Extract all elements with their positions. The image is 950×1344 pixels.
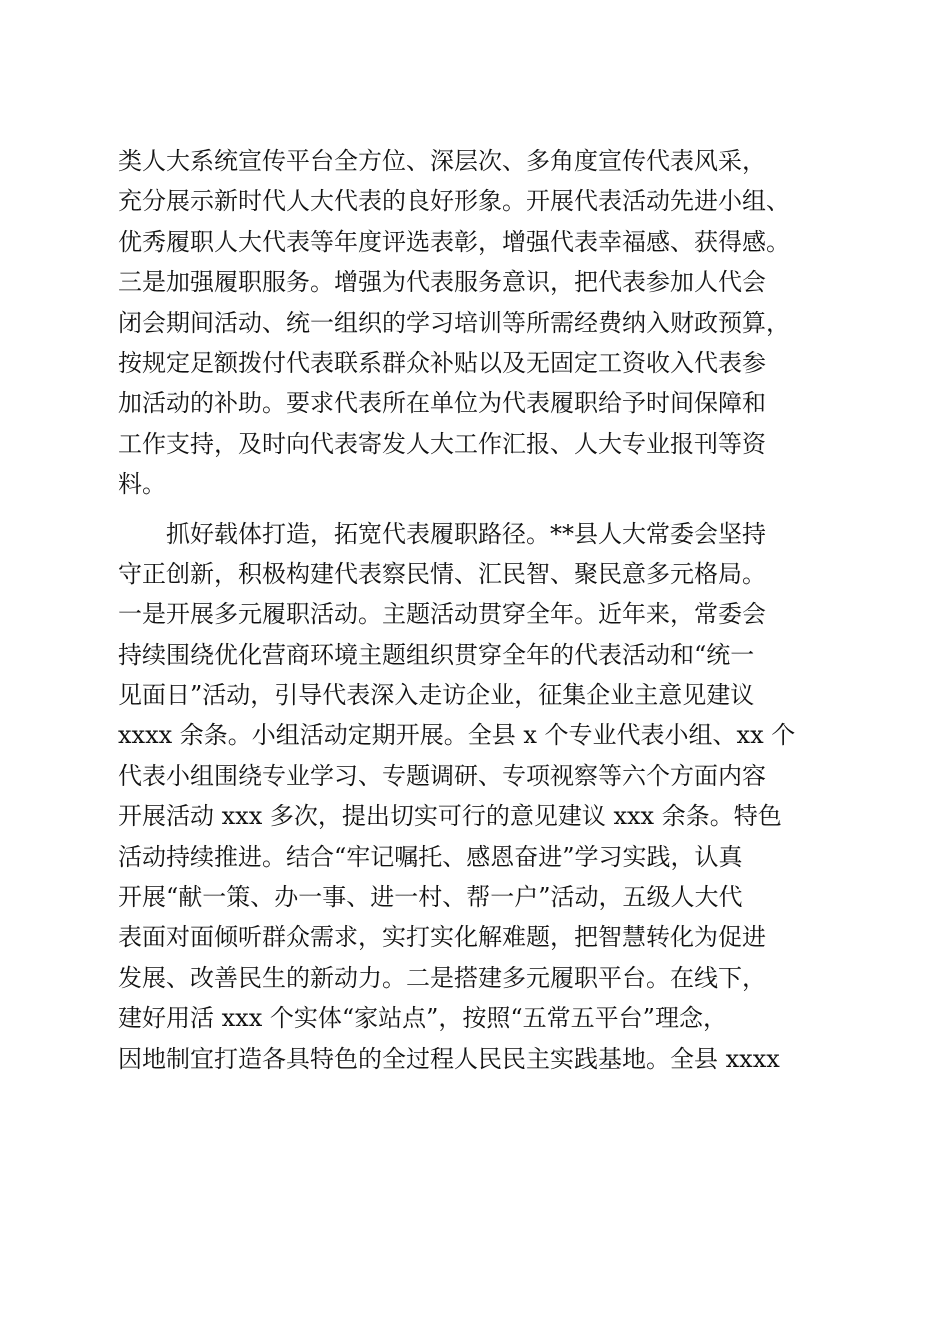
text-line: 优秀履职人大代表等年度评选表彰，增强代表幸福感、获得感。 bbox=[118, 227, 790, 256]
text-line: 活动持续推进。结合“牢记嘱托、感恩奋进”学习实践，认真 bbox=[118, 842, 743, 871]
text-line: 一是开展多元履职活动。主题活动贯穿全年。近年来，常委会 bbox=[118, 600, 766, 629]
text-line: 开展活动 xxx 多次，提出切实可行的意见建议 xxx 余条。特色 bbox=[118, 802, 782, 831]
text-line: 料。 bbox=[118, 470, 166, 499]
text-line: 开展“献一策、办一事、进一村、帮一户”活动，五级人大代 bbox=[118, 883, 743, 912]
text-line: 加活动的补助。要求代表所在单位为代表履职给予时间保障和 bbox=[118, 389, 766, 418]
text-line: xxxx 余条。小组活动定期开展。全县 x 个专业代表小组、xx 个 bbox=[118, 721, 796, 750]
text-line: 守正创新，积极构建代表察民情、汇民智、聚民意多元格局。 bbox=[118, 559, 766, 588]
text-line: 抓好载体打造，拓宽代表履职路径。**县人大常委会坚持 bbox=[166, 519, 766, 548]
text-line: 发展、改善民生的新动力。二是搭建多元履职平台。在线下， bbox=[118, 963, 766, 992]
text-line: 持续围绕优化营商环境主题组织贯穿全年的代表活动和“统一 bbox=[118, 640, 755, 669]
text-line: 工作支持，及时向代表寄发人大工作汇报、人大专业报刊等资 bbox=[118, 429, 766, 458]
text-line: 闭会期间活动、统一组织的学习培训等所需经费纳入财政预算， bbox=[118, 308, 790, 337]
paragraph-carrier-building bbox=[118, 514, 858, 1079]
text-line: 见面日”活动，引导代表深入走访企业，征集企业主意见建议 bbox=[118, 681, 755, 710]
text-line: 建好用活 xxx 个实体“家站点”，按照“五常五平台”理念， bbox=[118, 1004, 727, 1033]
text-line: 因地制宜打造各具特色的全过程人民民主实践基地。全县 xxxx bbox=[118, 1044, 780, 1073]
text-line: 表面对面倾听群众需求，实打实化解难题，把智慧转化为促进 bbox=[118, 923, 766, 952]
document-body bbox=[118, 141, 858, 1079]
text-line: 按规定足额拨付代表联系群众补贴以及无固定工资收入代表参 bbox=[118, 348, 766, 377]
paragraph-continued bbox=[118, 141, 858, 505]
text-line: 代表小组围绕专业学习、专题调研、专项视察等六个方面内容 bbox=[118, 761, 766, 790]
text-line: 类人大系统宣传平台全方位、深层次、多角度宣传代表风采， bbox=[118, 147, 766, 175]
text-line: 充分展示新时代人大代表的良好形象。开展代表活动先进小组、 bbox=[118, 187, 790, 216]
text-line: 三是加强履职服务。增强为代表服务意识，把代表参加人代会 bbox=[118, 268, 766, 297]
